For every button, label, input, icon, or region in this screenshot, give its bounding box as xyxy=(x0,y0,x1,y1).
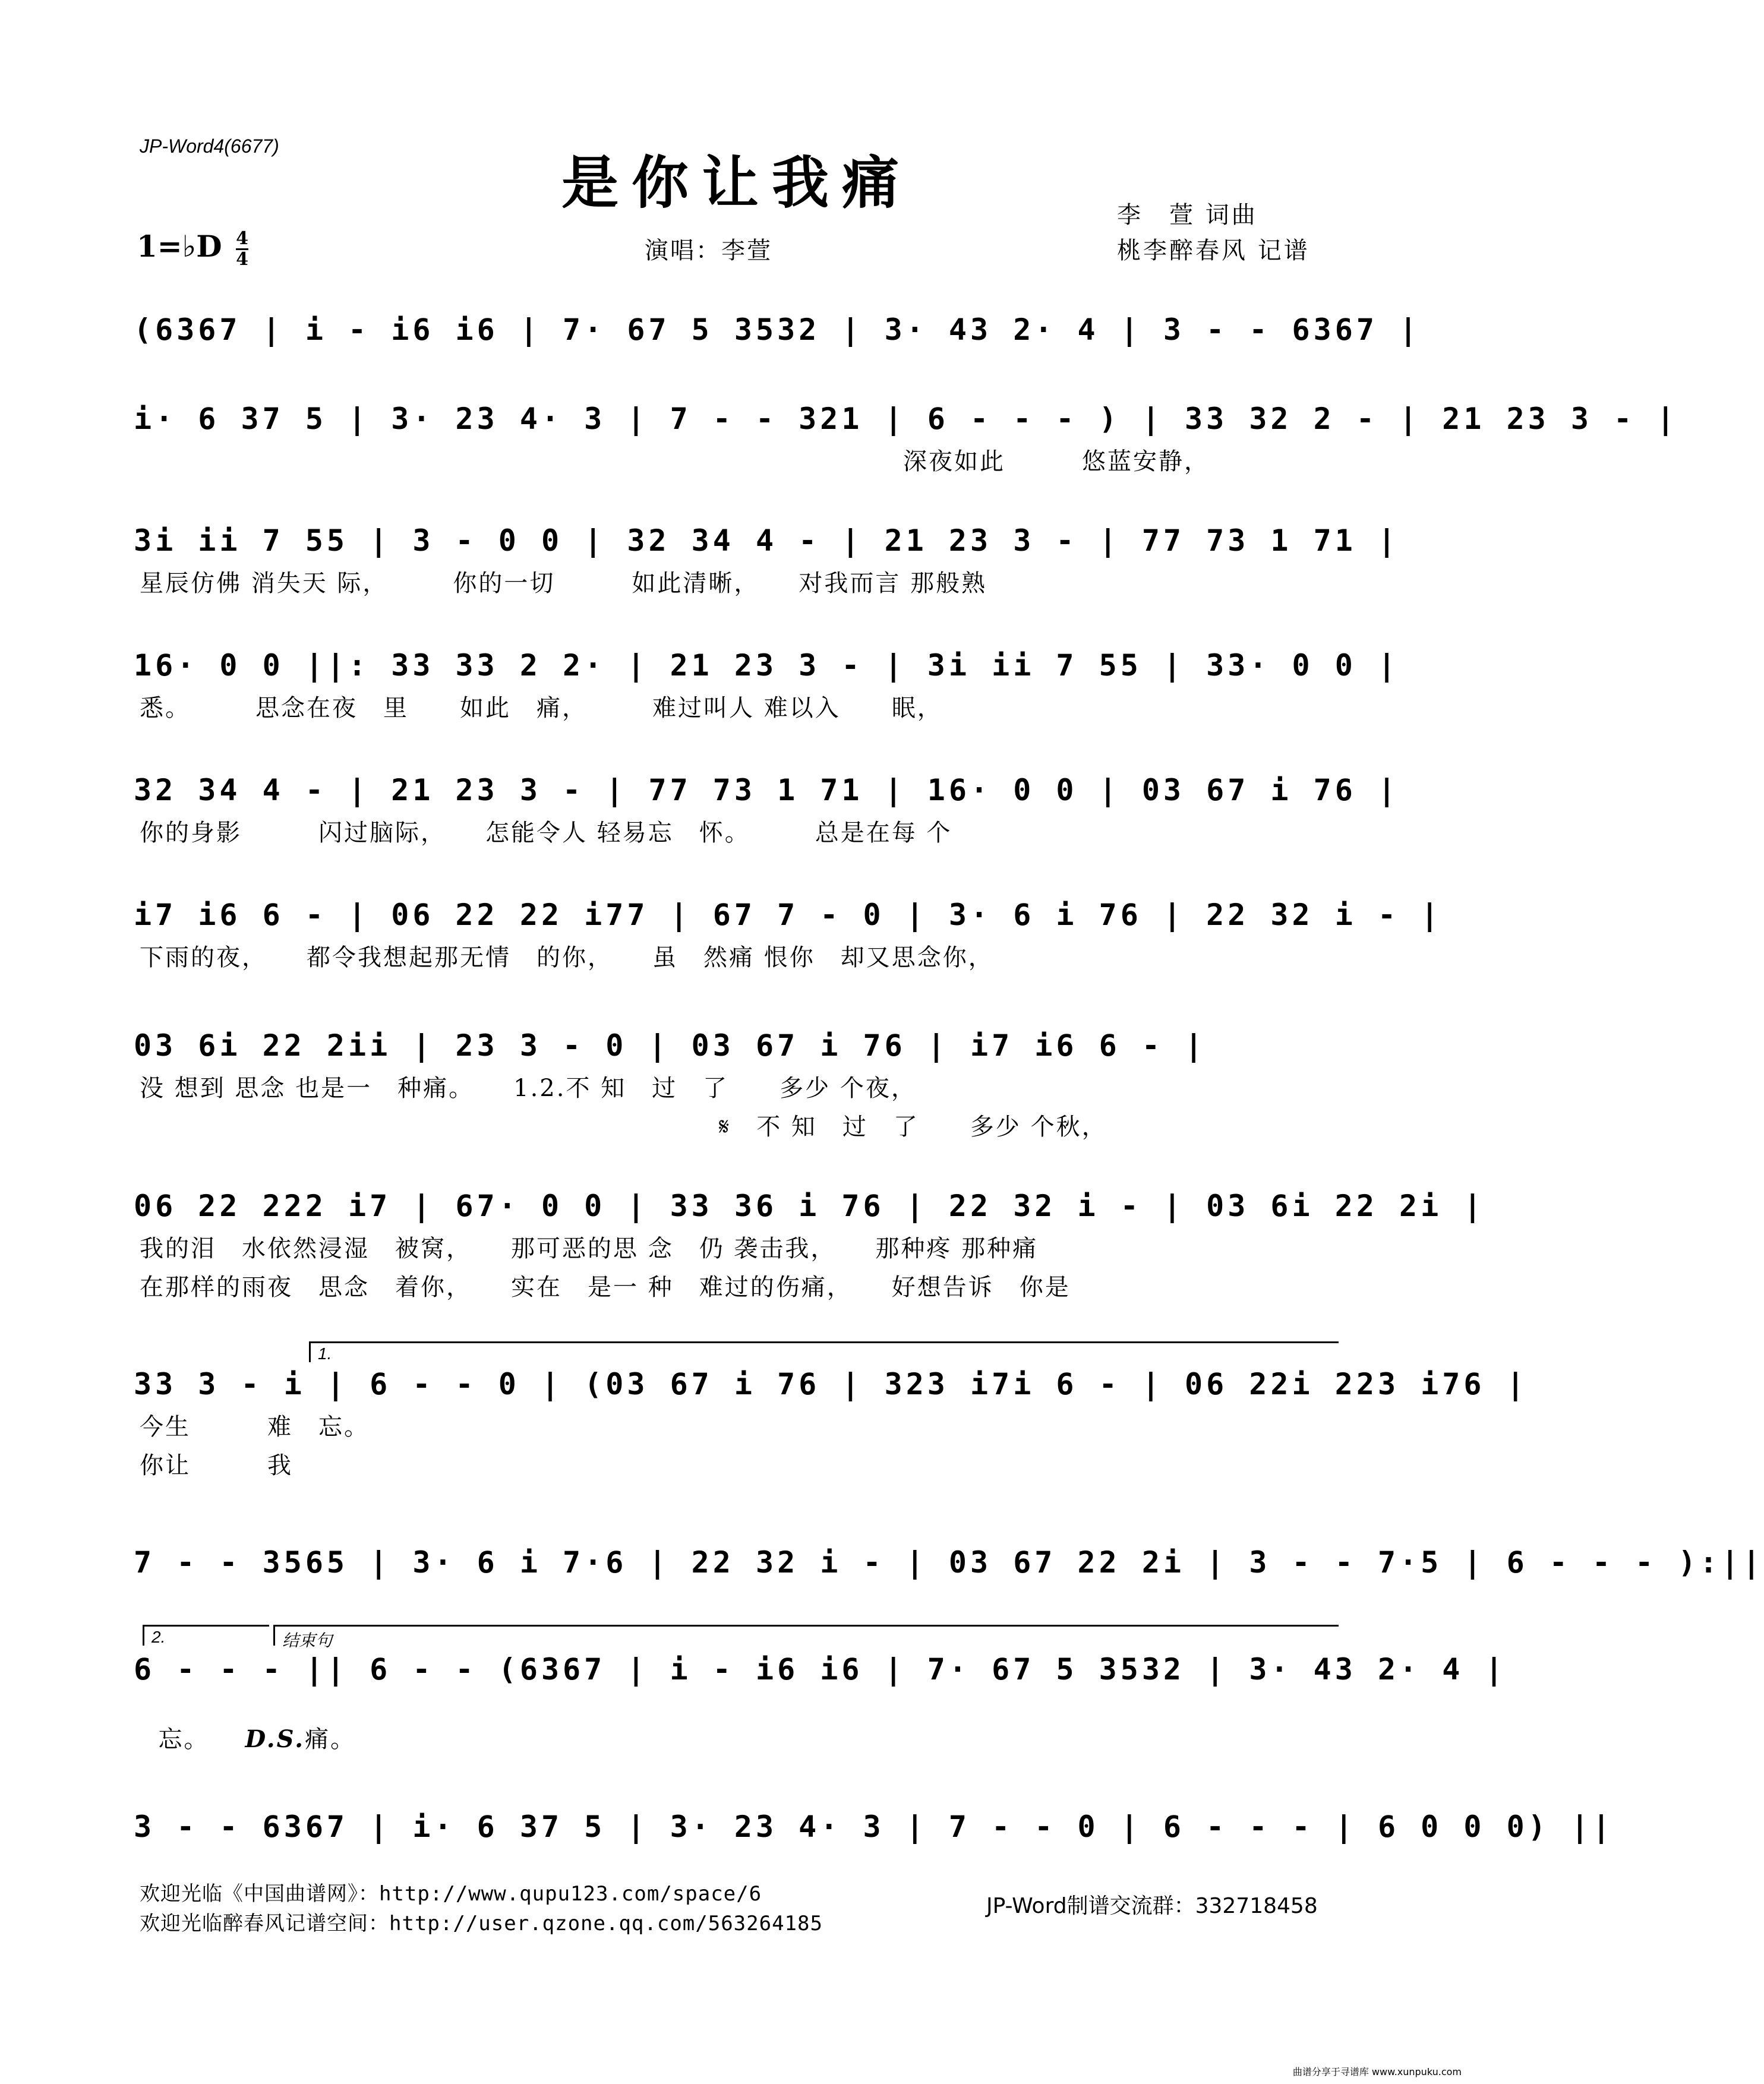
coda-label: 结束句 xyxy=(282,1631,333,1650)
footer-link-qupu[interactable]: 欢迎光临《中国曲谱网》：http://www.qupu123.com/space/6 xyxy=(140,1882,762,1906)
singer: 演唱：李萱 xyxy=(645,237,772,264)
lyrics-line-9b: 你让 我 xyxy=(140,1452,293,1479)
score-line-12: 3 - - 6367 | i· 6 37 5 | 3· 23 4· 3 | 7 - - 0 | 6 - - - | 6 0 0 0) || xyxy=(134,1810,1614,1844)
time-signature-bottom: 4 xyxy=(236,248,248,270)
dal-segno-mark: D.S. xyxy=(245,1725,305,1753)
lyrics-line-7b: 𝄋 不 知 过 了 多少 个秋， xyxy=(719,1113,1107,1141)
volta-second-label: 2. xyxy=(152,1628,166,1646)
score-line-10: 7 - - 3565 | 3· 6 i 7·6 | 22 32 i - | 03 67 22 2i | 3 - - 7·5 | 6 - - - ):|| xyxy=(134,1545,1764,1580)
lyrics-line-8b: 在那样的雨夜 思念 着你， 实在 是一 种 难过的伤痛， 好想告诉 你是 xyxy=(140,1274,1071,1301)
watermark: 曲谱分享于寻谱库 www.xunpuku.com xyxy=(1292,2066,1462,2077)
lyrics-line-3: 星辰仿佛 消失天 际， 你的一切 如此清晰， 对我而言 那般熟 xyxy=(140,570,987,597)
lyrics-line-11-b: 痛。 xyxy=(305,1726,356,1753)
page-title: 是你让我痛 xyxy=(561,149,912,216)
time-signature-top: 4 xyxy=(236,228,248,249)
score-line-8: 06 22 222 i7 | 67· 0 0 | 33 36 i 76 | 22 32 i - | 03 6i 22 2i | xyxy=(134,1189,1485,1223)
score-line-11: 6 - - - || 6 - - (6367 | i - i6 i6 | 7· 67 5 3532 | 3· 43 2· 4 | xyxy=(134,1652,1507,1687)
score-line-4: 16· 0 0 ||: 33 33 2 2· | 21 23 3 - | 3i ii 7 55 | 33· 0 0 | xyxy=(134,648,1400,683)
lyrics-line-6: 下雨的夜， 都令我想起那无情 的你， 虽 然痛 恨你 却又思念你， xyxy=(140,944,994,971)
lyrics-line-4: 悉。 思念在夜 里 如此 痛， 难过叫人 难以入 眠， xyxy=(140,694,943,722)
software-version: JP-Word4(6677) xyxy=(140,135,279,157)
score-line-7: 03 6i 22 2ii | 23 3 - 0 | 03 67 i 76 | i7 i6 6 - | xyxy=(134,1028,1207,1063)
lyrics-line-7a: 没 想到 思念 也是一 种痛。 1.2.不 知 过 了 多少 个夜， xyxy=(140,1075,917,1102)
lyricist-composer: 李 萱 词曲 xyxy=(1117,201,1258,229)
score-line-3: 3i ii 7 55 | 3 - 0 0 | 32 34 4 - | 21 23 3 - | 77 73 1 71 | xyxy=(134,523,1400,558)
qq-group: JP-Word制谱交流群：332718458 xyxy=(986,1894,1318,1918)
score-line-1: (6367 | i - i6 i6 | 7· 67 5 3532 | 3· 43 2· 4 | 3 - - 6367 | xyxy=(134,312,1421,347)
time-signature xyxy=(236,229,248,269)
score-line-6: i7 i6 6 - | 06 22 22 i77 | 67 7 - 0 | 3· 6 i 76 | 22 32 i - | xyxy=(134,898,1443,932)
volta-first-label: 1. xyxy=(318,1344,332,1363)
transcriber: 桃李醉春风 记谱 xyxy=(1117,237,1310,264)
lyrics-line-11 xyxy=(140,1693,1340,1753)
lyrics-line-2: 深夜如此 悠蓝安静， xyxy=(903,448,1210,475)
lyrics-line-5: 你的身影 闪过脑际， 怎能令人 轻易忘 怀。 总是在每 个 xyxy=(140,819,952,847)
key-signature xyxy=(137,229,248,269)
score-line-2: i· 6 37 5 | 3· 23 4· 3 | 7 - - 321 | 6 - - - ) | 33 32 2 - | 21 23 3 - | xyxy=(134,402,1678,436)
score-line-9: 33 3 - i | 6 - - 0 | (03 67 i 76 | 323 i7i 6 - | 06 22i 223 i76 | xyxy=(134,1367,1528,1401)
lyrics-line-9a: 今生 难 忘。 xyxy=(140,1413,370,1441)
lyrics-line-8a: 我的泪 水依然浸湿 被窝， 那可恶的思 念 仍 袭击我， 那种疼 那种痛 xyxy=(140,1235,1039,1262)
key-label: 1=♭D xyxy=(137,229,222,264)
lyrics-line-11-a: 忘。 xyxy=(158,1726,210,1753)
score-line-5: 32 34 4 - | 21 23 3 - | 77 73 1 71 | 16· 0 0 | 03 67 i 76 | xyxy=(134,773,1400,807)
footer-link-qzone[interactable]: 欢迎光临醉春风记谱空间：http://user.qzone.qq.com/563264185 xyxy=(140,1912,823,1935)
